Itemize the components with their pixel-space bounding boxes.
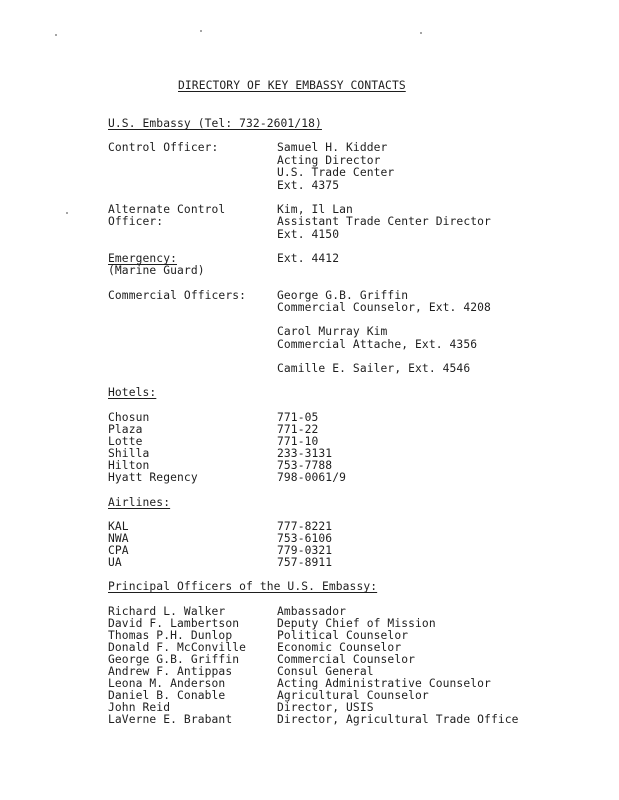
contact-label: Control Officer:	[108, 141, 219, 154]
contact-line: Ext. 4412	[277, 252, 340, 265]
officer-name: Thomas P.H. Dunlop	[108, 629, 233, 642]
contact-line: Assistant Trade Center Director	[277, 215, 491, 228]
list-item-name: KAL	[108, 520, 129, 533]
list-item-name: Shilla	[108, 447, 150, 460]
officer-title: Director, USIS	[277, 701, 374, 714]
contact-label: Officer:	[108, 215, 164, 228]
list-item-name: NWA	[108, 532, 129, 545]
officer-title: Ambassador	[277, 605, 347, 618]
contact-label: Emergency:	[108, 252, 178, 265]
contact-label: Commercial Officers:	[108, 289, 247, 302]
officer-name: David F. Lambertson	[108, 617, 240, 630]
list-item-name: Chosun	[108, 411, 150, 424]
officer-name: John Reid	[108, 701, 171, 714]
list-item-phone: 777-8221	[277, 520, 333, 533]
list-item-name: Lotte	[108, 435, 143, 448]
list-item-phone: 753-7788	[277, 459, 333, 472]
officer-title: Commercial Counselor	[277, 653, 416, 666]
officer-title: Deputy Chief of Mission	[277, 617, 436, 630]
contact-line: Acting Director	[277, 154, 381, 167]
officer-name: LaVerne E. Brabant	[108, 713, 233, 726]
scan-speck	[66, 212, 68, 214]
list-item-name: CPA	[108, 544, 129, 557]
contact-line: U.S. Trade Center	[277, 166, 395, 179]
officer-title: Economic Counselor	[277, 641, 402, 654]
officer-title: Acting Administrative Counselor	[277, 677, 491, 690]
contact-line: Kim, Il Lan	[277, 203, 353, 216]
principal-heading: Principal Officers of the U.S. Embassy:	[108, 580, 378, 593]
officer-title: Consul General	[277, 665, 374, 678]
list-item-phone: 771-22	[277, 423, 319, 436]
contact-line: Commercial Attache, Ext. 4356	[277, 338, 478, 351]
contact-line: Camille E. Sailer, Ext. 4546	[277, 362, 471, 375]
list-item-phone: 798-0061/9	[277, 471, 347, 484]
scan-speck	[55, 34, 57, 36]
contact-line: Commercial Counselor, Ext. 4208	[277, 301, 491, 314]
officer-name: Leona M. Anderson	[108, 677, 226, 690]
contact-line: Carol Murray Kim	[277, 325, 388, 338]
list-item-phone: 233-3131	[277, 447, 333, 460]
officer-title: Agricultural Counselor	[277, 689, 429, 702]
officer-name: Daniel B. Conable	[108, 689, 226, 702]
officer-title: Political Counselor	[277, 629, 409, 642]
contact-line: George G.B. Griffin	[277, 289, 409, 302]
officer-name: George G.B. Griffin	[108, 653, 240, 666]
hotels-heading: Hotels:	[108, 386, 157, 399]
list-item-name: Plaza	[108, 423, 143, 436]
list-item-phone: 779-0321	[277, 544, 333, 557]
officer-name: Donald F. McConville	[108, 641, 247, 654]
scan-speck	[420, 32, 422, 34]
contact-label: Alternate Control	[108, 203, 226, 216]
airlines-heading: Airlines:	[108, 496, 171, 509]
officer-name: Richard L. Walker	[108, 605, 226, 618]
document-title: DIRECTORY OF KEY EMBASSY CONTACTS	[178, 79, 406, 92]
list-item-name: Hilton	[108, 459, 150, 472]
list-item-phone: 753-6106	[277, 532, 333, 545]
embassy-heading: U.S. Embassy (Tel: 732-2601/18)	[108, 117, 322, 130]
contact-line: Ext. 4375	[277, 179, 340, 192]
scan-speck	[200, 30, 202, 32]
contact-line: Samuel H. Kidder	[277, 141, 388, 154]
list-item-phone: 771-10	[277, 435, 319, 448]
list-item-name: UA	[108, 556, 122, 569]
officer-title: Director, Agricultural Trade Office	[277, 713, 519, 726]
list-item-phone: 771-05	[277, 411, 319, 424]
contact-line: Ext. 4150	[277, 228, 340, 241]
list-item-phone: 757-8911	[277, 556, 333, 569]
list-item-name: Hyatt Regency	[108, 471, 198, 484]
officer-name: Andrew F. Antippas	[108, 665, 233, 678]
contact-label: (Marine Guard)	[108, 264, 205, 277]
